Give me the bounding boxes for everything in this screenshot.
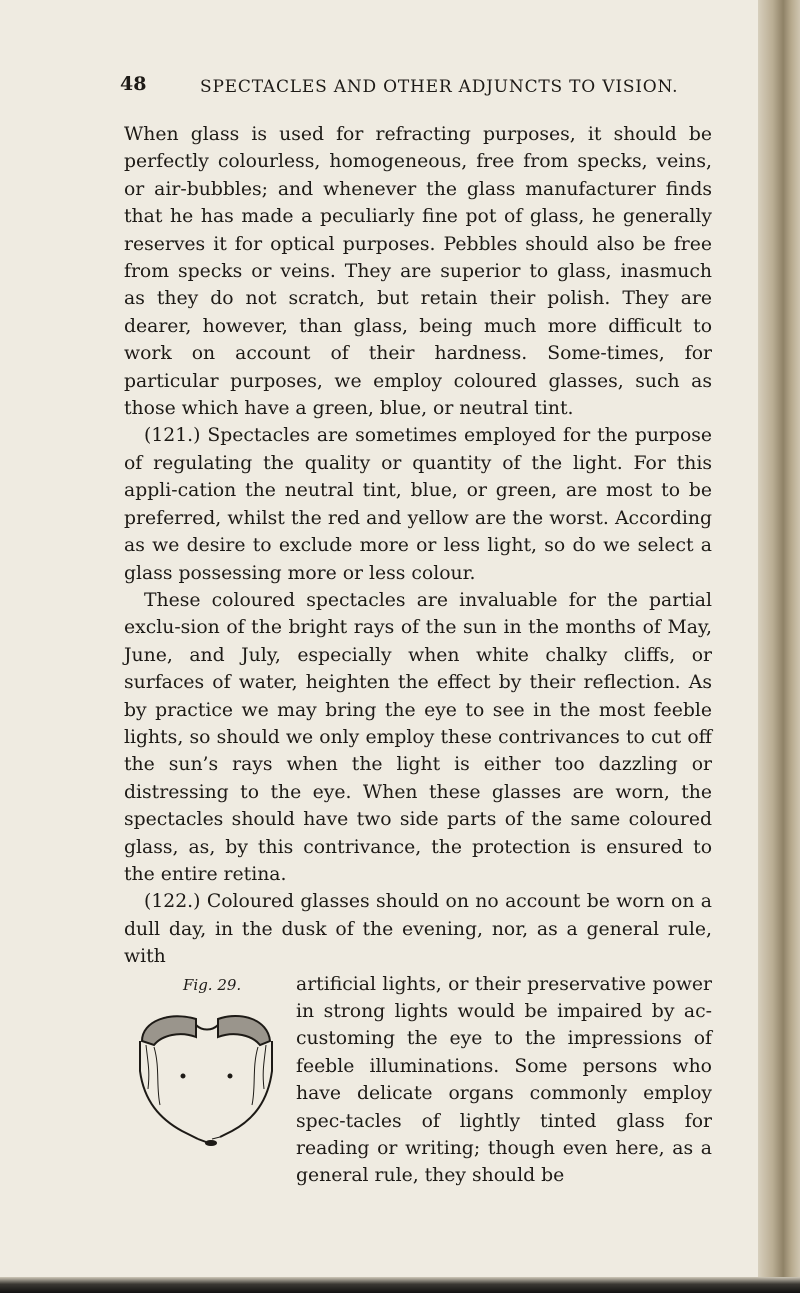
side-shield-spectacles-illustration [120, 1001, 286, 1151]
scan-bottom-edge [0, 1277, 800, 1293]
paragraph-coloured-spectacles: These coloured spectacles are invaluable for the partial exclu-sion of the bright rays of the sun in the months of May, June, and July, especially when white chalky cliffs, or surfaces of water, heighten the effect by their reflection. As by practice we may bring the eye to see in the most feeble lights, so should we only employ these contrivances to cut off the sun’s rays when the light is either too dazzling or distressing to the eye. When these glasses are worn, the spectacles should have two side parts of the same coloured glass, as, by this contrivance, the protection is ensured to the entire retina. [124, 589, 712, 885]
paragraph-122: (122.) Coloured glasses should on no account be worn on a dull day, in the dusk of the evening, nor, as a general rule, with [124, 891, 712, 968]
paragraph-121: (121.) Spectacles are sometimes employed for the purpose of regulating the quality or quantity of the light. For this appli-cation the neutral tint, blue, or green, are most to be preferred, whilst the red and yellow are the worst. According as we desire to exclude more or less light, so do we select a glass possessing more or less colour. [124, 425, 712, 584]
book-spine-edge [758, 0, 800, 1293]
paragraph-glass-purity: When glass is used for refracting purposes, it should be perfectly colourless, homogeneous, free from specks, veins, or air-bubbles; and whenever the glass manufacturer finds that he has made a peculiarly fine pot of glass, he generally reserves it for optical purposes. Pebbles should also be free from specks or veins. They are superior to glass, inasmuch as they do not scratch, but retain their polish. They are dearer, however, than glass, being much more difficult to work on account of their hardness. Some-times, for particular purposes, we employ coloured glasses, such as those which have a green, blue, or neutral tint. [124, 124, 712, 420]
page-number: 48 [120, 73, 147, 95]
figure-29 [120, 971, 286, 1167]
running-head: SPECTACLES AND OTHER ADJUNCTS TO VISION. [200, 77, 679, 97]
paragraph-figure-wrapped: artificial lights, or their preservative power in strong lights would be impaired by ac-customing the eye to the impressions of feeble illuminations. Some persons who have delicate organs commonly employ spec-tacles of lightly tinted glass for reading or writing; though even here, as a general rule, they should be [296, 973, 712, 1187]
figure-caption: Fig. 29. [183, 975, 242, 994]
body-text [124, 121, 712, 1190]
